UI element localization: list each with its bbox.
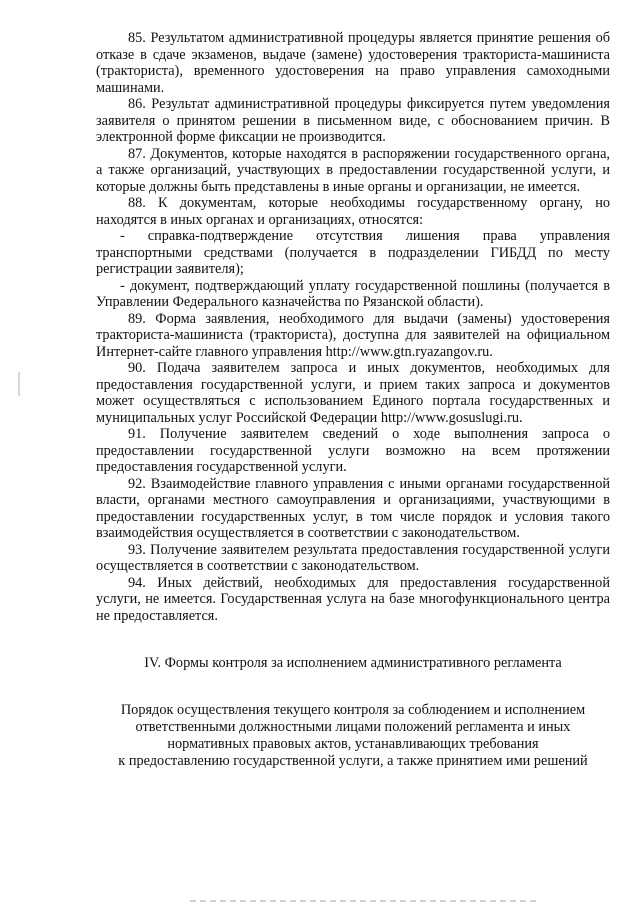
paragraph-86: 86. Результат административной процедуры фиксируется путем уведомления заявителя о принятом решении в письменном виде, с обоснованием причин. В электронной форме фиксации не производится. bbox=[96, 96, 610, 145]
subsection-title-line: ответственными должностными лицами положений регламента и иных bbox=[135, 718, 571, 735]
document-page bbox=[96, 30, 610, 770]
paragraph-88-item-2: - документ, подтверждающий уплату государственной пошлины (получается в Управлении Федерального казначейства по Рязанской области). bbox=[96, 277, 610, 310]
paragraph-87: 87. Документов, которые находятся в распоряжении государственного органа, а также организаций, участвующих в предоставлении государственной услуги, и которые должны быть представлены в иные органы и организации, не имеется. bbox=[96, 145, 610, 195]
subsection-title bbox=[88, 702, 618, 770]
paragraph-94: 94. Иных действий, необходимых для предоставления государственной услуги, не имеется. Государственная услуга на базе многофункционального центра не предоставляется. bbox=[96, 574, 610, 624]
scan-bottom-edge bbox=[190, 900, 540, 902]
subsection-title-line: к предоставлению государственной услуги, а также принятием ими решений bbox=[118, 752, 588, 769]
paragraph-93: 93. Получение заявителем результата предоставления государственной услуги осуществляется в соответствии с законодательством. bbox=[96, 541, 610, 574]
paragraph-85: 85. Результатом административной процедуры является принятие решения об отказе в сдаче экзаменов, выдаче (замене) удостоверения тракториста-машиниста (тракториста), временного удостоверения на право управления самоходными машинами. bbox=[96, 30, 610, 96]
paragraph-89: 89. Форма заявления, необходимого для выдачи (замены) удостоверения тракториста-машиниста (тракториста), доступна для заявителей на официальном Интернет-сайте главного управления http://www.gtn.ryazangov.ru. bbox=[96, 310, 610, 360]
subsection-title-line: нормативных правовых актов, устанавливающих требования bbox=[167, 735, 539, 752]
paragraph-91: 91. Получение заявителем сведений о ходе выполнения запроса о предоставлении государственной услуги возможно на всем протяжении предоставления государственной услуги. bbox=[96, 426, 610, 475]
paragraph-88: 88. К документам, которые необходимы государственному органу, но находятся в иных органах и организациях, относятся: bbox=[96, 195, 610, 228]
section-title: IV. Формы контроля за исполнением административного регламента bbox=[144, 655, 562, 671]
scan-margin-mark bbox=[18, 372, 20, 396]
paragraph-88-item-1: - справка-подтверждение отсутствия лишения права управления транспортными средствами (получается в подразделении ГИБДД по месту регистрации заявителя); bbox=[96, 228, 610, 277]
paragraph-90: 90. Подача заявителем запроса и иных документов, необходимых для предоставления государственной услуги, и прием таких запроса и документов может осуществляться с использованием Единого портала государственных и муниципальных услуг Российской Федерации http://www.gosuslugi.ru. bbox=[96, 360, 610, 426]
subsection-title-line: Порядок осуществления текущего контроля за соблюдением и исполнением bbox=[120, 701, 586, 718]
paragraph-92: 92. Взаимодействие главного управления с иными органами государственной власти, органами местного самоуправления и организациями, участвующими в предоставлении государственных услуг, в том числе порядок и условия такого взаимодействия осуществляется в соответствии с законодательством. bbox=[96, 475, 610, 541]
